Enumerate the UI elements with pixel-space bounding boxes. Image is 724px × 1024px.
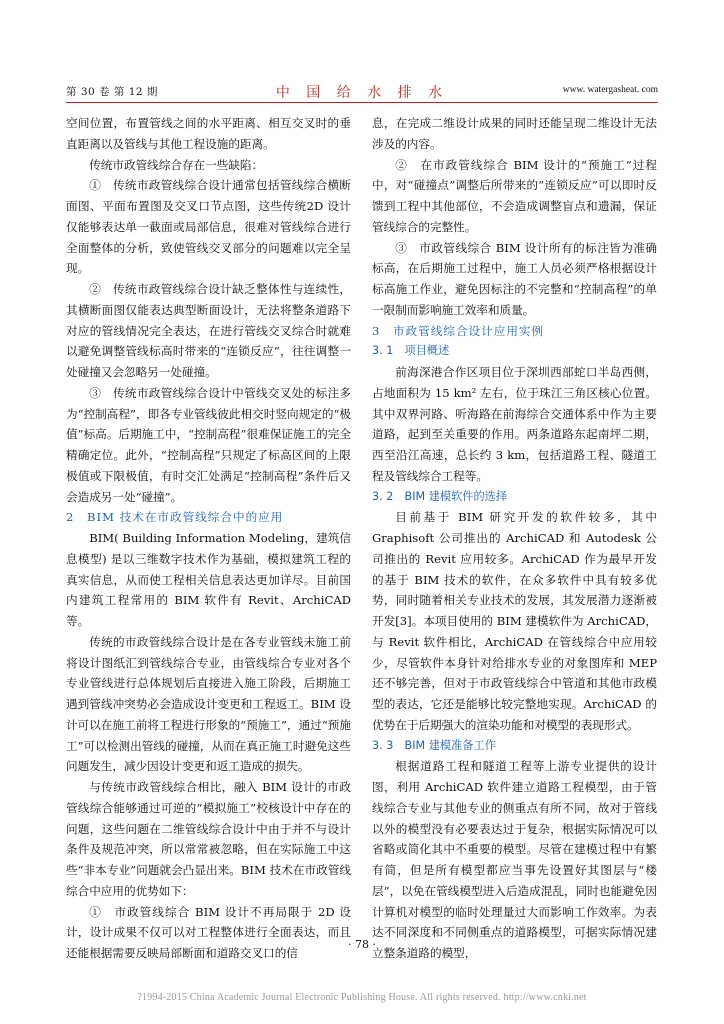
section-heading: 3 市政管线综合设计应用实例 xyxy=(372,323,545,338)
paragraph: 传统市政管线综合存在一些缺陷： xyxy=(89,157,264,172)
paragraph: ① 传统市政管线综合设计通常包括管线综合横断面图、平面布置图及交叉口节点图，这些传统2D 设计仅能够表达单一截面或局部信息，很难对管线综合进行全面整体的分析，致使管线交叉部分的问题难以完全呈现。 xyxy=(66,178,351,276)
left-column xyxy=(66,113,351,964)
subsection-heading: 3. 1 项目概述 xyxy=(372,344,450,358)
journal-title: 中 国 给 水 排 水 xyxy=(275,85,449,101)
subsection-heading: 3. 2 BIM 建模软件的选择 xyxy=(372,489,508,503)
paragraph: 根据道路工程和隧道工程等上游专业提供的设计图，利用 ArchiCAD 软件建立道路工程模型，由于管线综合专业与其他专业的侧重点有所不同，故对于管线以外的模型没有必要表达过于复杂，根据实际情况可以省略或简化其中不重要的模型。尽管在建模过程中有繁有简，但是所有模型都应当事先设置好其图层与“楼层”，以免在管线模型进入后造成混乱，同时也能避免因计算机对模型的临时处理量过大而影响工作效率。为表达不同深度和不同侧重点的道路模型，可据实际情况建立整条道路的模型， xyxy=(372,759,657,960)
paragraph: 息，在完成二维设计成果的同时还能呈现二维设计无法涉及的内容。 xyxy=(372,116,657,151)
paragraph: ② 在市政管线综合 BIM 设计的“预施工”过程中，对“碰撞点”调整后所带来的“连锁反应”可以即时反馈到工程中其他部位，不会造成调整盲点和遗漏，保证管线综合的完整性。 xyxy=(372,157,657,234)
paragraph: 前海深港合作区项目位于深圳西部蛇口半岛西侧，占地面积为 15 km² 左右，位于珠江三角区核心位置。其中双界河路、听海路在前海综合交通体系中作为主要道路，起到至关重要的作用。两条道路东起南坪二期，西至沿江高速，总长约 3 km，包括道路工程、隧道工程及管线综合工程等。 xyxy=(372,365,657,483)
volume-issue: 第 30 卷 第 12 期 xyxy=(66,86,158,98)
paragraph: ② 传统市政管线综合设计缺乏整体性与连续性，其横断面图仅能表达典型断面设计，无法将整条道路下对应的管线情况完全表达，在进行管线交叉综合时就难以避免调整管线标高时带来的“连锁反应”，往往调整一处碰撞又会忽略另一处碰撞。 xyxy=(66,282,351,379)
copyright-footer: ?1994-2015 China Academic Journal Electronic Publishing House. All rights reserved. http://www.cnki.net xyxy=(137,992,587,1003)
header-rule xyxy=(66,102,658,103)
paragraph: ① 市政管线综合 BIM 设计不再局限于 2D 设计，设计成果不仅可以对工程整体进行全面表达，而且还能根据需要反映局部断面和道路交叉口的信 xyxy=(66,904,351,960)
page-number: · 78 · xyxy=(348,938,376,951)
section-heading: 2 BIM 技术在市政管线综合中的应用 xyxy=(66,510,284,525)
right-column xyxy=(372,113,657,964)
journal-website[interactable]: www. watergasheat. com xyxy=(562,85,658,95)
paragraph: 目前基于 BIM 研究开发的软件较多，其中 Graphisoft 公司推出的 ArchiCAD 和 Autodesk 公司推出的 Revit 应用较多。ArchiCAD 作为最早开发的基于 BIM 技术的软件，在众多软件中具有较多优势，同时随着相关专业技术的发展，其发展潜力逐渐被开发[3]。本项目使用的 BIM 建模软件为 ArchiCAD，与 Revit 软件相比，ArchiCAD 在管线综合中应用较少，尽管软件本身针对给排水专业的对象图库和 MEP 还不够完善，但对于市政管线综合中管道和其他市政模型的表达，它还是能够比较完整地实现。ArchiCAD 的优势在于后期强大的渲染功能和对模型的表现形式。 xyxy=(372,510,657,732)
paragraph: 空间位置，布置管线之间的水平距离、相互交叉时的垂直距离以及管线与其他工程设施的距离。 xyxy=(66,116,351,151)
paragraph: ③ 市政管线综合 BIM 设计所有的标注皆为准确标高，在后期施工过程中，施工人员必须严格根据设计标高施工作业，避免因标注的不完整和“控制高程”的单一限制而影响施工效率和质量。 xyxy=(372,240,657,317)
subsection-heading: 3. 3 BIM 建模准备工作 xyxy=(372,738,496,752)
paragraph: 与传统市政管线综合相比，融入 BIM 设计的市政管线综合能够通过可逆的“模拟施工”校核设计中存在的问题，这些问题在二维管线综合设计中由于并不与设计条件及规范冲突，所以常常被忽略，但在实际施工中这些“非本专业”问题就会凸显出来。BIM 技术在市政管线综合中应用的优势如下： xyxy=(66,780,351,898)
page-header xyxy=(66,84,658,100)
paragraph: 传统的市政管线综合设计是在各专业管线未施工前将设计图纸汇到管线综合专业，由管线综合专业对各个专业管线进行总体规划后直接进入施工阶段，后期施工遇到管线冲突势必会造成设计变更和工程返工。BIM 设计可以在施工前将工程进行形象的“预施工”，通过“预施工”可以检测出管线的碰撞，从而在真正施工时避免这些问题发生，减少因设计变更和返工造成的损失。 xyxy=(66,634,351,774)
paragraph: ③ 传统市政管线综合设计中管线交叉处的标注多为“控制高程”，即各专业管线彼此相交时竖向规定的“极值”标高。后期施工中，“控制高程”很难保证施工的完全精确定位。此外，“控制高程”只规定了标高区间的上限极值或下限极值，有时交汇处满足“控制高程”条件后又会造成另一处“碰撞”。 xyxy=(66,385,351,504)
paragraph: BIM( Building Information Modeling，建筑信息模型) 是以三维数字技术作为基础，模拟建筑工程的真实信息，从而使工程相关信息表达更加详尽。目前国内建筑工程常用的 BIM 软件有 Revit、ArchiCAD 等。 xyxy=(66,531,351,628)
